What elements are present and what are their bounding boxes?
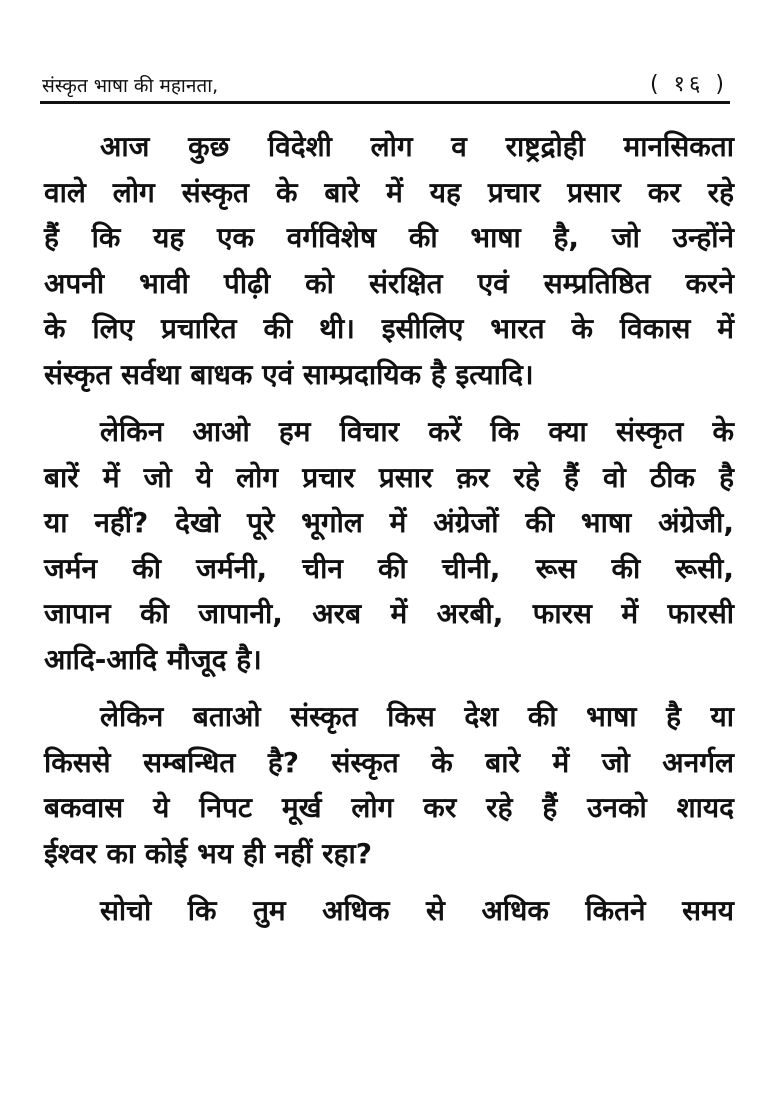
text-line: लेकिन आओ हम विचार करें कि क्या संस्कृत के	[100, 415, 734, 448]
text-line: के लिए प्रचारित की थी। इसीलिए भारत के विकास में	[44, 312, 734, 345]
paragraph-2	[44, 409, 734, 682]
text-line: बकवास ये निपट मूर्ख लोग कर रहे हैं उनको शायद	[44, 791, 734, 824]
paragraph-3	[44, 694, 734, 876]
text-line: जापान की जापानी, अरब में अरबी, फारस में फारसी	[44, 597, 734, 630]
text-line: बारें में जो ये लोग प्रचार प्रसार क़र रहे हैं वो ठीक है	[44, 460, 734, 494]
text-line: हैं कि यह एक वर्गविशेष की भाषा है, जो उन्होंने	[44, 221, 734, 254]
paragraph-1	[44, 124, 734, 397]
body-text	[44, 124, 734, 934]
text-line: जर्मन की जर्मनी, चीन की चीनी, रूस की रूसी,	[44, 551, 734, 585]
running-title: संस्कृत भाषा की महानता,	[42, 75, 219, 97]
text-line: लेकिन बताओ संस्कृत किस देश की भाषा है या	[100, 700, 734, 733]
text-line: सोचो कि तुम अधिक से अधिक कितने समय	[100, 894, 734, 927]
text-line: ईश्वर का कोई भय ही नहीं रहा?	[44, 836, 372, 870]
paragraph-4	[44, 888, 734, 934]
text-line: आदि-आदि मौजूद है।	[44, 642, 262, 676]
text-line: आज कुछ विदेशी लोग व राष्ट्रद्रोही मानसिकता	[100, 130, 734, 163]
page-number: ( १६ )	[649, 72, 728, 97]
header-rule	[40, 101, 730, 104]
text-line: किससे सम्बन्धित है? संस्कृत के बारे में जो अनर्गल	[44, 745, 734, 779]
page-header	[40, 66, 728, 102]
text-line: अपनी भावी पीढ़ी को संरक्षित एवं सम्प्रतिष्ठित करने	[44, 266, 734, 300]
text-line: वाले लोग संस्कृत के बारे में यह प्रचार प्रसार कर रहे	[44, 175, 734, 209]
text-line: या नहीं? देखो पूरे भूगोल में अंग्रेजों की भाषा अंग्रेजी,	[44, 506, 734, 539]
text-line: संस्कृत सर्वथा बाधक एवं साम्प्रदायिक है इत्यादि।	[44, 357, 534, 391]
